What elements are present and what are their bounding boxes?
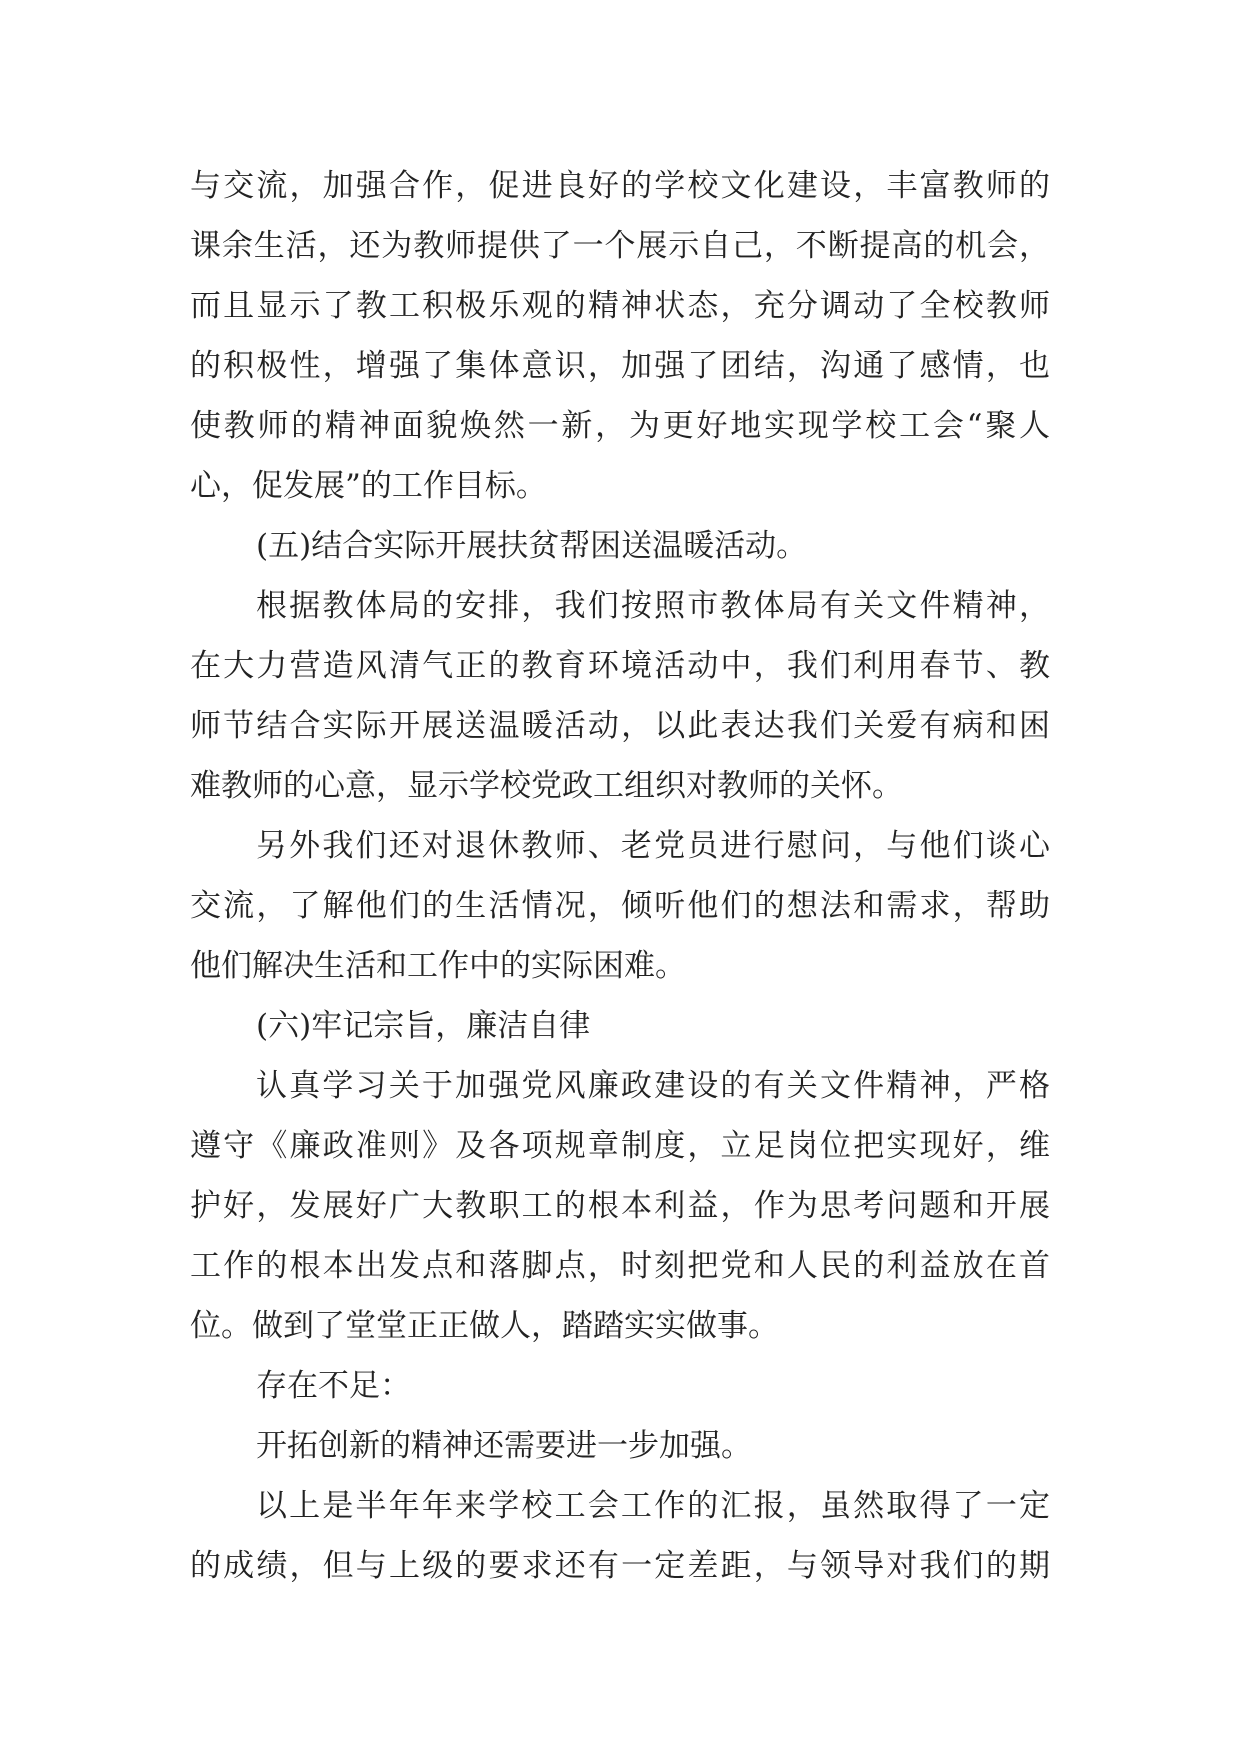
text-line: 他们解决生活和工作中的实际困难。 bbox=[190, 948, 686, 984]
text-line: 的成绩，但与上级的要求还有一定差距，与领导对我们的期 bbox=[190, 1548, 1050, 1584]
text-line: 护好，发展好广大教职工的根本利益，作为思考问题和开展 bbox=[190, 1188, 1050, 1224]
text-line: 交流，了解他们的生活情况，倾听他们的想法和需求，帮助 bbox=[190, 888, 1050, 924]
text-line: 心，促发展”的工作目标。 bbox=[190, 468, 547, 504]
text-line: 存在不足： bbox=[256, 1368, 411, 1404]
text-line: 在大力营造风清气正的教育环境活动中，我们利用春节、教 bbox=[190, 648, 1050, 684]
text-line: 开拓创新的精神还需要进一步加强。 bbox=[256, 1428, 752, 1464]
text-line: 以上是半年年来学校工会工作的汇报，虽然取得了一定 bbox=[256, 1488, 1050, 1524]
text-line: 位。做到了堂堂正正做人，踏踏实实做事。 bbox=[190, 1308, 779, 1344]
text-line: 认真学习关于加强党风廉政建设的有关文件精神，严格 bbox=[256, 1068, 1050, 1104]
text-line: 的积极性，增强了集体意识，加强了团结，沟通了感情，也 bbox=[190, 348, 1050, 384]
text-line: 课余生活，还为教师提供了一个展示自己，不断提高的机会， bbox=[190, 228, 1050, 264]
text-line: (五)结合实际开展扶贫帮困送温暖活动。 bbox=[256, 528, 808, 564]
text-line: 师节结合实际开展送温暖活动，以此表达我们关爱有病和困 bbox=[190, 708, 1050, 744]
text-line: (六)牢记宗旨，廉洁自律 bbox=[256, 1008, 591, 1044]
text-line: 难教师的心意，显示学校党政工组织对教师的关怀。 bbox=[190, 768, 903, 804]
text-line: 工作的根本出发点和落脚点，时刻把党和人民的利益放在首 bbox=[190, 1248, 1050, 1284]
text-line: 遵守《廉政准则》及各项规章制度，立足岗位把实现好，维 bbox=[190, 1128, 1050, 1164]
text-line: 根据教体局的安排，我们按照市教体局有关文件精神， bbox=[256, 588, 1050, 624]
text-line: 使教师的精神面貌焕然一新，为更好地实现学校工会“聚人 bbox=[190, 408, 1050, 444]
text-line: 另外我们还对退休教师、老党员进行慰问，与他们谈心 bbox=[256, 828, 1050, 864]
text-line: 而且显示了教工积极乐观的精神状态，充分调动了全校教师 bbox=[190, 288, 1050, 324]
document-body bbox=[190, 156, 1050, 1596]
text-line: 与交流，加强合作，促进良好的学校文化建设，丰富教师的 bbox=[190, 168, 1050, 204]
